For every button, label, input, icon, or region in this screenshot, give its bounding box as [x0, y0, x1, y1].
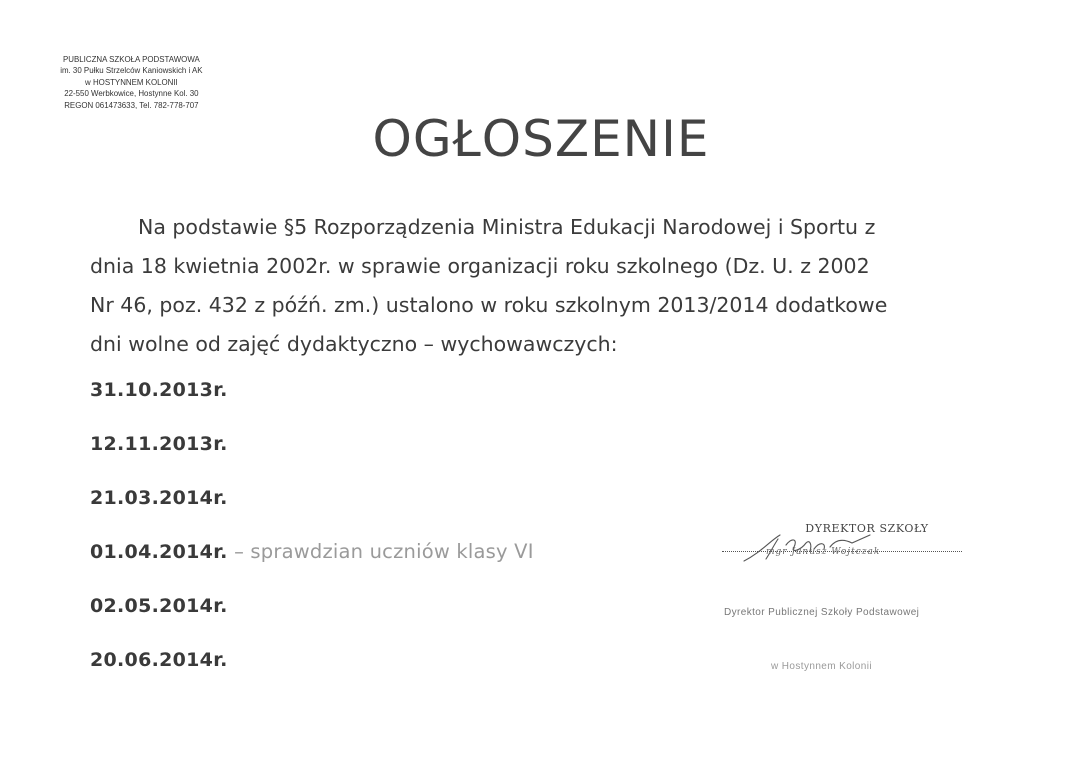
letterhead-line: w HOSTYNNEM KOLONII: [85, 76, 178, 87]
letterhead-line: REGON 061473633, Tel. 782-778-707: [64, 99, 199, 110]
signature-line: [722, 537, 972, 565]
signature-stamp: [722, 522, 972, 565]
letterhead-line: im. 30 Pułku Strzelców Kaniowskich i AK: [60, 65, 203, 76]
signature-role: DYREKTOR SZKOŁY: [805, 522, 929, 535]
date-note: – sprawdzian uczniów klasy VI: [227, 540, 534, 563]
date-value: 12.11.2013r.: [90, 433, 228, 455]
signature-place: w Hostynnem Kolonii: [771, 661, 872, 672]
date-value: 02.05.2014r.: [90, 595, 228, 617]
document-title: [0, 110, 1086, 168]
body-line: dni wolne od zajęć dydaktyczno – wychowawczych:: [90, 332, 618, 356]
dates-list: [90, 378, 534, 702]
document-title-text: OGŁOSZENIE: [372, 110, 710, 168]
date-value: 31.10.2013r.: [90, 379, 228, 401]
date-item: [90, 648, 534, 702]
signature-name: mgr Janusz Wojtczak: [766, 547, 881, 557]
body-line: dnia 18 kwietnia 2002r. w sprawie organizacji roku szkolnego (Dz. U. z 2002: [90, 254, 870, 278]
school-letterhead: [44, 54, 219, 111]
signature-title: Dyrektor Publicznej Szkoły Podstawowej: [724, 607, 920, 618]
letterhead-line: PUBLICZNA SZKOŁA PODSTAWOWA: [63, 54, 200, 64]
announcement-body: [90, 208, 995, 364]
date-value: 21.03.2014r.: [90, 487, 228, 509]
date-item: [90, 540, 534, 594]
letterhead-line: 22-550 Werbkowice, Hostynne Kol. 30: [64, 88, 199, 99]
date-item: [90, 486, 534, 540]
date-item: [90, 594, 534, 648]
date-value: 01.04.2014r.: [90, 541, 228, 563]
date-value: 20.06.2014r.: [90, 649, 228, 671]
body-line: Nr 46, poz. 432 z późń. zm.) ustalono w roku szkolnym 2013/2014 dodatkowe: [90, 293, 888, 317]
body-line: Na podstawie §5 Rozporządzenia Ministra Edukacji Narodowej i Sportu z: [138, 215, 876, 239]
date-item: [90, 378, 534, 432]
date-item: [90, 432, 534, 486]
